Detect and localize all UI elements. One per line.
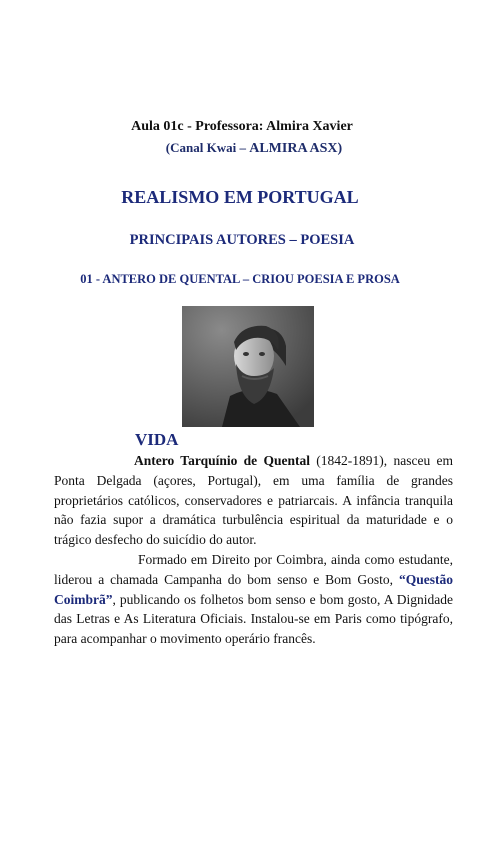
portrait-drawing (182, 306, 314, 427)
questao-coimbra-quote: “Questão Coimbrã” (54, 571, 453, 607)
channel-line (0, 140, 480, 157)
vida-heading: VIDA (135, 430, 179, 449)
biography-text (54, 451, 453, 649)
bio-p2-text-b: , publicando os folhetos bom senso e bom gosto, A Dignidade das Letras e As Literatura Oficiais. Instalou-se em Paris como tipógrafo, para acompanhar o movimento operário francês. (54, 591, 453, 647)
bio-p1-text: (1842-1891), nasceu em Ponta Delgada (açores, Portugal), em uma família de grandes proprietários católicos, conservadores e patriarcais. A infância tranquila não fazia supor a dramática turbulência espiritual da maturidade e o trágico desfecho do suicídio do autor. (54, 453, 453, 548)
author-portrait-photo (182, 306, 314, 427)
page-title: REALISMO EM PORTUGAL (121, 187, 359, 207)
bio-p2-text-a: Formado em Direito por Coimbra, ainda como estudante, liderou a chamada Campanha do bom senso e Bom Gosto, (54, 551, 453, 587)
status-bar (0, 0, 480, 28)
channel-name: ALMIRA ASX) (249, 141, 343, 156)
section-heading: 01 - ANTERO DE QUENTAL – CRIOU POESIA E PROSA (80, 272, 400, 286)
author-name: Antero Tarquínio de Quental (134, 453, 310, 468)
channel-prefix: (Canal Kwai – (165, 140, 250, 155)
lesson-header: Aula 01c - Professora: Almira Xavier (131, 119, 353, 134)
page-subtitle: PRINCIPAIS AUTORES – POESIA (129, 232, 355, 248)
bio-paragraph-1 (54, 451, 453, 550)
bio-paragraph-2 (54, 550, 453, 649)
